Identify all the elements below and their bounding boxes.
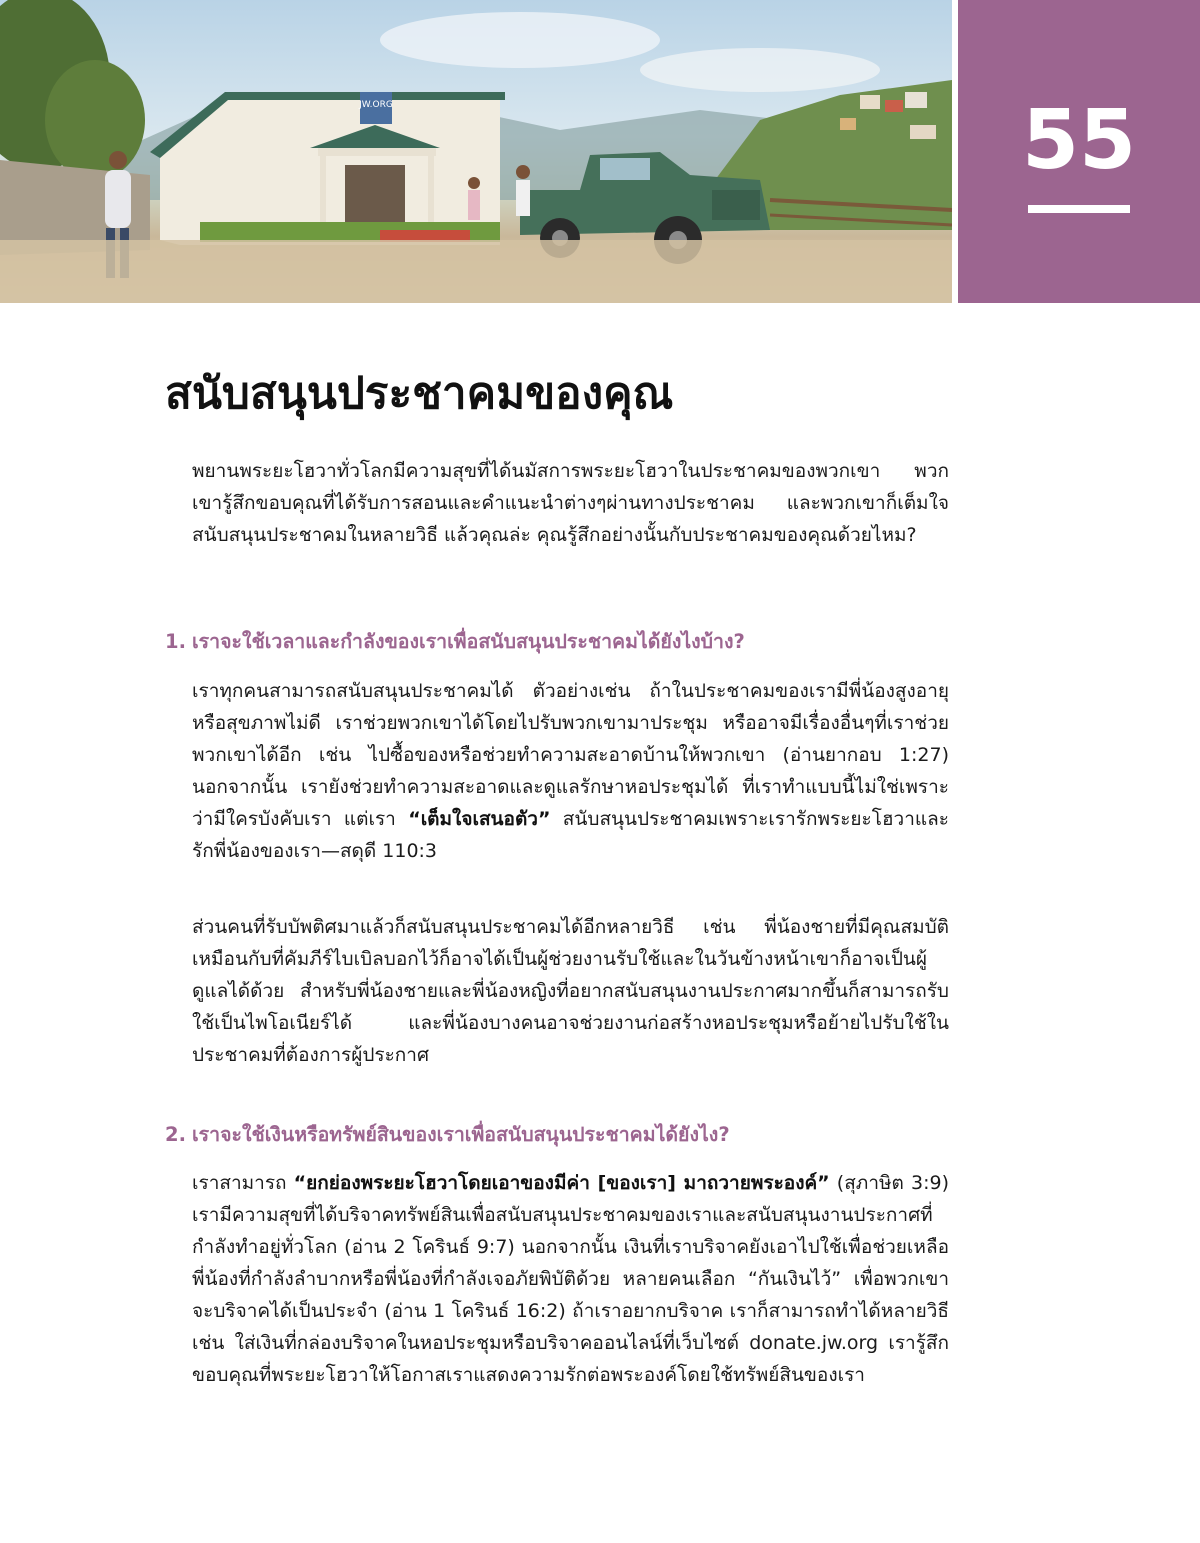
intro-paragraph: พยานพระยะโฮวาทั่วโลกมีความสุขที่ได้นมัสการพระยะโฮวาในประชาคมของพวกเขา พวกเขารู้สึกขอบคุณที่ได้รับการสอนและคำแนะนำต่างๆผ่านทางประชาคม และพวกเขาก็เต็มใจสนับสนุนประชาคมในหลายวิธี แล้วคุณล่ะ คุณรู้สึกอย่างนั้นกับประชาคมของคุณด้วยไหม? bbox=[192, 460, 949, 546]
question-2 bbox=[165, 1120, 955, 1150]
section-2-paragraph-1 bbox=[192, 1167, 949, 1391]
section-1-paragraph-2: ส่วนคนที่รับบัพติศมาแล้วก็สนับสนุนประชาคมได้อีกหลายวิธี เช่น พี่น้องชายที่มีคุณสมบัติเหมือนกับที่คัมภีร์ไบเบิลบอกไว้ก็อาจได้เป็นผู้ช่วยงานรับใช้และในวันข้างหน้าเขาก็อาจเป็นผู้ดูแลได้ด้วย สำหรับพี่น้องชายและพี่น้องหญิงที่อยากสนับสนุนงานประกาศมากขึ้นก็สามารถรับใช้เป็นไพโอเนียร์ได้ และพี่น้องบางคนอาจช่วยงานก่อสร้างหอประชุมหรือย้ายไปรับใช้ในประชาคมที่ต้องการผู้ประกาศ bbox=[192, 916, 949, 1066]
section-1-paragraph-1 bbox=[192, 675, 949, 867]
lesson-number-box bbox=[958, 0, 1200, 303]
section-2-bold-quote: “ยกย่องพระยะโฮวาโดยเอาของมีค่า [ของเรา] มาถวายพระองค์” bbox=[293, 1172, 830, 1194]
question-2-number: 2. bbox=[165, 1123, 186, 1146]
hero-image bbox=[0, 0, 952, 303]
kingdom-hall-scene bbox=[0, 0, 952, 303]
section-1-text-b: สนับสนุนประชาคมเพราะเรารักพระยะโฮวาและรักพี่น้องของเรา—สดุดี 110:3 bbox=[192, 808, 949, 862]
lesson-number-rule bbox=[1028, 205, 1130, 213]
section-2-text-a: เราสามารถ bbox=[192, 1172, 294, 1194]
lesson-number: 55 bbox=[1021, 93, 1137, 188]
question-2-text: เราจะใช้เงินหรือทรัพย์สินของเราเพื่อสนับสนุนประชาคมได้ยังไง? bbox=[191, 1123, 730, 1146]
question-1-text: เราจะใช้เวลาและกำลังของเราเพื่อสนับสนุนประชาคมได้ยังไงบ้าง? bbox=[191, 630, 745, 653]
section-1-text-a: เราทุกคนสามารถสนับสนุนประชาคมได้ ตัวอย่างเช่น ถ้าในประชาคมของเรามีพี่น้องสูงอายุหรือสุขภาพไม่ดี เราช่วยพวกเขาได้โดยไปรับพวกเขามาประชุม หรืออาจมีเรื่องอื่นๆที่เราช่วยพวกเขาได้อีก เช่น ไปซื้อของหรือช่วยทำความสะอาดบ้านให้พวกเขา (อ่านยากอบ 1:27) นอกจากนั้น เรายังช่วยทำความสะอาดและดูแลรักษาหอประชุมได้ ที่เราทำแบบนี้ไม่ใช่เพราะว่ามีใครบังคับเรา แต่เรา bbox=[192, 680, 949, 830]
question-1-number: 1. bbox=[165, 630, 186, 653]
page-title: สนับสนุนประชาคมของคุณ bbox=[165, 368, 674, 419]
svg-text:JW.ORG: JW.ORG bbox=[359, 100, 393, 110]
section-2-text-b: (สุภาษิต 3:9) เรามีความสุขที่ได้บริจาคทรัพย์สินเพื่อสนับสนุนประชาคมของเราและสนับสนุนงานประกาศที่กำลังทำอยู่ทั่วโลก (อ่าน 2 โครินธ์ 9:7) นอกจากนั้น เงินที่เราบริจาคยังเอาไปใช้เพื่อช่วยเหลือพี่น้องที่กำลังลำบากหรือพี่น้องที่กำลังเจอภัยพิบัติด้วย หลายคนเลือก “กันเงินไว้” เพื่อพวกเขาจะบริจาคได้เป็นประจำ (อ่าน 1 โครินธ์ 16:2) ถ้าเราอยากบริจาค เราก็สามารถทำได้หลายวิธี เช่น ใส่เงินที่กล่องบริจาคในหอประชุมหรือบริจาคออนไลน์ที่เว็บไซต์ donate.jw.org เรารู้สึกขอบคุณที่พระยะโฮวาให้โอกาสเราแสดงความรักต่อพระองค์โดยใช้ทรัพย์สินของเรา bbox=[192, 1172, 949, 1386]
section-1-bold-quote: “เต็มใจเสนอตัว” bbox=[408, 808, 551, 830]
question-1 bbox=[165, 627, 955, 657]
